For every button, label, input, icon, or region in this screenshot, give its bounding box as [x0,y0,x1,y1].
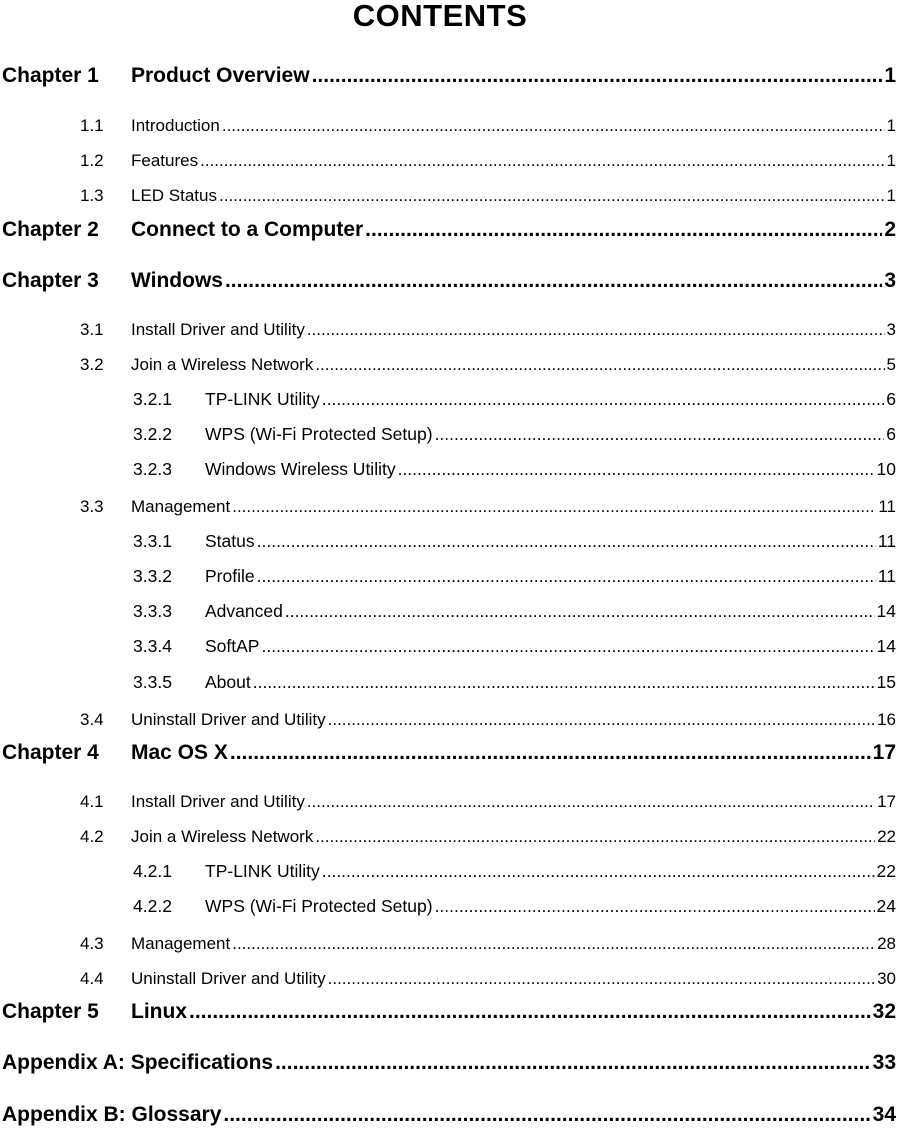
toc-entry-number: 1.2 [80,151,104,170]
toc-entry-title: Appendix A: Specifications [2,1051,274,1074]
toc-entry-sub[interactable] [133,389,896,410]
dot-leader [328,969,875,989]
dot-leader [200,151,884,171]
toc-entry-chapter[interactable] [2,64,896,88]
toc-entry-page-number: 5 [886,355,896,374]
toc-entry-sub[interactable] [133,424,896,445]
dot-leader [312,64,883,88]
toc-entry-chapter[interactable] [2,741,896,765]
toc-entry-page-number: 33 [872,1051,896,1074]
toc-entry-appendix[interactable] [2,1103,896,1127]
toc-entry-sec[interactable] [80,827,896,847]
toc-entry-number: 4.2.2 [133,896,172,916]
toc-entry-title: Connect to a Computer [131,218,364,241]
toc-entry-number: 3.3.3 [133,601,172,621]
toc-entry-page-number: 14 [876,636,896,656]
toc-entry-page-number: 34 [872,1103,896,1126]
toc-entry-page-number: 1 [886,116,896,135]
toc-entry-number: 3.3.1 [133,531,172,551]
toc-entry-sec[interactable] [80,320,896,340]
toc-entry-number: 1.1 [80,116,104,135]
toc-entry-number: 3.3.5 [133,672,172,692]
toc-entry-title: Install Driver and Utility [131,320,305,339]
dot-leader [328,710,875,730]
toc-entry-number: 3.1 [80,320,104,339]
toc-entry-title: SoftAP [205,636,260,656]
toc-entry-number: 4.4 [80,969,104,988]
toc-entry-title: Features [131,151,199,170]
dot-leader [275,1051,871,1075]
dot-leader [225,269,882,293]
toc-entry-number: 4.1 [80,792,104,811]
toc-entry-number: 3.3.2 [133,566,172,586]
dot-leader [257,531,876,552]
toc-entry-sec[interactable] [80,710,896,730]
dot-leader [189,1000,871,1024]
toc-entry-title: WPS (Wi-Fi Protected Setup) [205,424,433,444]
toc-entry-title: TP-LINK Utility [205,861,320,881]
toc-entry-number: 4.2 [80,827,104,846]
toc-entry-sub[interactable] [133,636,896,657]
toc-entry-sub[interactable] [133,566,896,587]
toc-entry-title: Windows [131,269,223,292]
dot-leader [435,896,875,917]
toc-entry-page-number: 3 [886,320,896,339]
toc-entry-title: Uninstall Driver and Utility [131,710,326,729]
toc-entry-sec[interactable] [80,186,896,206]
page-title: CONTENTS [352,0,528,33]
toc-entry-title: Join a Wireless Network [131,827,314,846]
toc-entry-title: Mac OS X [131,741,228,764]
toc-entry-title: TP-LINK Utility [205,389,320,409]
dot-leader [365,218,882,242]
toc-entry-sub[interactable] [133,601,896,622]
toc-entry-title: Appendix B: Glossary [2,1103,222,1126]
toc-entry-page-number: 30 [877,969,896,988]
toc-entry-page-number: 6 [886,389,896,409]
toc-entry-title: Introduction [131,116,220,135]
toc-entry-page-number: 1 [884,64,896,87]
toc-entry-title: Management [131,497,231,516]
toc-entry-page-number: 6 [886,424,896,444]
dot-leader [232,497,876,517]
toc-entry-page-number: 24 [876,896,896,916]
toc-entry-page-number: 1 [886,186,896,205]
dot-leader [253,672,875,693]
toc-entry-sub[interactable] [133,861,896,882]
dot-leader [315,827,875,847]
dot-leader [285,601,875,622]
dot-leader [219,186,885,206]
toc-entry-sec[interactable] [80,934,896,954]
dot-leader [435,424,885,445]
toc-entry-page-number: 22 [877,827,896,846]
toc-entry-page-number: 28 [877,934,896,953]
dot-leader [322,389,885,410]
toc-entry-title: LED Status [131,186,217,205]
dot-leader [315,355,884,375]
toc-entry-number: 3.2.3 [133,459,172,479]
toc-entry-page-number: 3 [884,269,896,292]
toc-entry-sub[interactable] [133,672,896,693]
dot-leader [232,934,875,954]
dot-leader [222,116,885,136]
toc-entry-chapter[interactable] [2,218,896,242]
toc-entry-number: 3.3 [80,497,104,516]
toc-entry-page-number: 14 [876,601,896,621]
toc-entry-title: Management [131,934,231,953]
toc-entry-title: Uninstall Driver and Utility [131,969,326,988]
dot-leader [230,741,871,765]
toc-entry-sub[interactable] [133,531,896,552]
toc-entry-page-number: 16 [877,710,896,729]
toc-entry-number: 3.4 [80,710,104,729]
toc-entry-title: Join a Wireless Network [131,355,314,374]
toc-entry-chapter[interactable] [2,269,896,293]
toc-entry-appendix[interactable] [2,1051,896,1075]
toc-entry-title: Product Overview [131,64,310,87]
toc-entry-sub[interactable] [133,459,896,480]
toc-entry-chapter[interactable] [2,1000,896,1024]
dot-leader [257,566,876,587]
toc-entry-title: Linux [131,1000,187,1023]
toc-entry-title: Install Driver and Utility [131,792,305,811]
toc-entry-sub[interactable] [133,896,896,917]
toc-entry-number: 3.2 [80,355,104,374]
toc-entry-sec[interactable] [80,116,896,136]
toc-entry-page-number: 10 [876,459,896,479]
dot-leader [322,861,875,882]
toc-entry-sec[interactable] [80,355,896,375]
toc-entry-title: About [205,672,251,692]
toc-entry-number: Chapter 5 [2,1000,99,1023]
toc-entry-number: 3.2.2 [133,424,172,444]
toc-entry-page-number: 11 [878,497,896,516]
dot-leader [307,792,875,812]
toc-entry-sec[interactable] [80,497,896,517]
toc-entry-title: WPS (Wi-Fi Protected Setup) [205,896,433,916]
dot-leader [223,1103,870,1127]
dot-leader [307,320,885,340]
toc-entry-page-number: 1 [886,151,896,170]
toc-entry-page-number: 11 [877,566,896,586]
toc-entry-number: 4.2.1 [133,861,172,881]
toc-entry-page-number: 22 [876,861,896,881]
toc-entry-title: Status [205,531,255,551]
toc-entry-page-number: 32 [872,1000,896,1023]
toc-entry-title: Profile [205,566,255,586]
toc-entry-page-number: 2 [884,218,896,241]
toc-entry-number: Chapter 4 [2,741,99,764]
toc-entry-page-number: 11 [877,531,896,551]
toc-entry-number: 1.3 [80,186,104,205]
dot-leader [261,636,874,657]
toc-entry-sec[interactable] [80,792,896,812]
dot-leader [398,459,875,480]
toc-entry-number: 4.3 [80,934,104,953]
toc-entry-page-number: 17 [877,792,896,811]
toc-entry-number: 3.3.4 [133,636,172,656]
toc-entry-sec[interactable] [80,151,896,171]
toc-entry-page-number: 15 [876,672,896,692]
toc-entry-sec[interactable] [80,969,896,989]
toc-entry-title: Windows Wireless Utility [205,459,396,479]
toc-entry-number: 3.2.1 [133,389,172,409]
toc-entry-title: Advanced [205,601,283,621]
toc-entry-number: Chapter 1 [2,64,99,87]
toc-entry-page-number: 17 [872,741,896,764]
toc-entry-number: Chapter 3 [2,269,99,292]
toc-entry-number: Chapter 2 [2,218,99,241]
